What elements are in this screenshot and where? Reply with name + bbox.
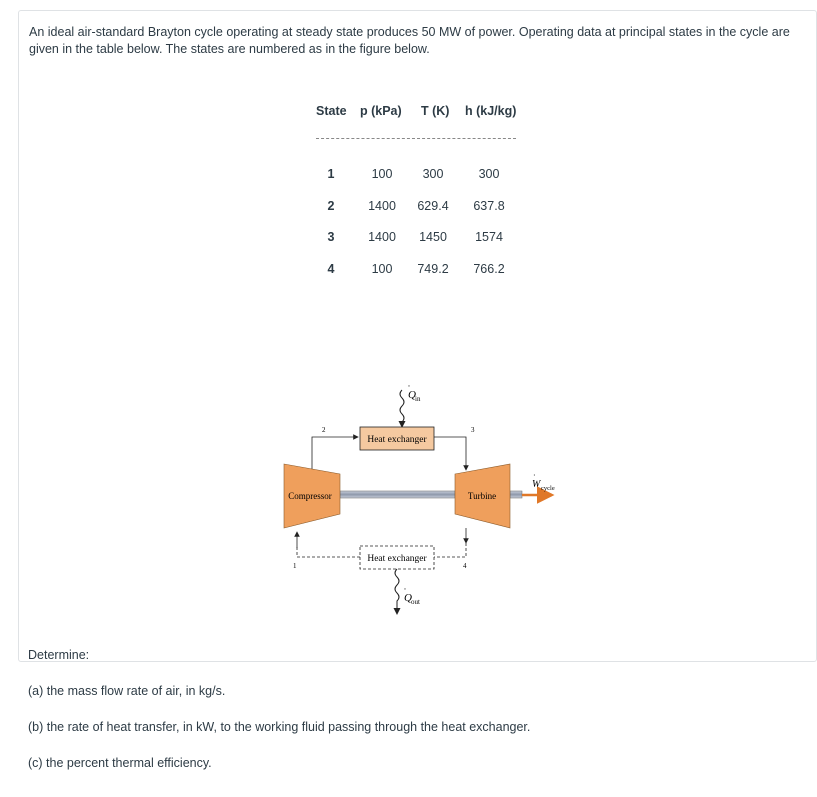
state-label-1: 1 bbox=[293, 562, 297, 570]
cell-temperature: 749.2 bbox=[417, 262, 449, 276]
cell-temperature: 1450 bbox=[419, 230, 447, 244]
cell-pressure: 100 bbox=[371, 167, 393, 181]
cell-state: 3 bbox=[327, 230, 335, 244]
question-b: (b) the rate of heat transfer, in kW, to the working fluid passing through the heat exchanger. bbox=[28, 720, 531, 734]
shaft-output bbox=[510, 491, 522, 498]
w-dot: · bbox=[533, 471, 536, 480]
heat-exchanger-bottom-label: Heat exchanger bbox=[367, 554, 427, 564]
question-c: (c) the percent thermal efficiency. bbox=[28, 756, 212, 770]
cell-enthalpy: 766.2 bbox=[473, 262, 505, 276]
brayton-cycle-diagram bbox=[270, 378, 570, 628]
state-label-3: 3 bbox=[471, 426, 475, 434]
problem-intro: An ideal air-standard Brayton cycle operating at steady state produces 50 MW of power. Operating data at principal states in the cycle are given in the table below. The states are numbered as in the figure below. bbox=[29, 25, 790, 56]
cell-temperature: 629.4 bbox=[417, 199, 449, 213]
w-cycle-label: W bbox=[532, 479, 541, 490]
turbine-label: Turbine bbox=[467, 491, 497, 501]
q-in-subscript: in bbox=[415, 395, 421, 403]
flow-line-2 bbox=[312, 437, 358, 474]
heat-in-wavy-arrow bbox=[400, 390, 404, 427]
determine-label: Determine: bbox=[28, 648, 90, 662]
shaft bbox=[340, 491, 455, 498]
cell-state: 1 bbox=[327, 167, 335, 181]
cell-pressure: 1400 bbox=[368, 230, 396, 244]
question-a: (a) the mass flow rate of air, in kg/s. bbox=[28, 684, 226, 698]
table-divider bbox=[316, 138, 516, 139]
cell-temperature: 300 bbox=[422, 167, 444, 181]
state-label-2: 2 bbox=[322, 426, 326, 434]
q-out-label: Q bbox=[404, 592, 412, 604]
cell-pressure: 100 bbox=[371, 262, 393, 276]
q-out-dot: · bbox=[403, 584, 407, 594]
q-out-subscript: out bbox=[411, 598, 420, 606]
header-state: State bbox=[316, 104, 347, 118]
cell-enthalpy: 637.8 bbox=[473, 199, 505, 213]
header-pressure: p (kPa) bbox=[360, 104, 402, 118]
header-temperature: T (K) bbox=[421, 104, 450, 118]
state-label-4: 4 bbox=[463, 562, 467, 570]
cell-state: 2 bbox=[327, 199, 335, 213]
heat-out-wavy-arrow bbox=[395, 569, 399, 614]
q-in-label: Q bbox=[408, 389, 416, 401]
flow-line-3 bbox=[434, 437, 466, 470]
cell-enthalpy: 300 bbox=[478, 167, 500, 181]
header-enthalpy: h (kJ/kg) bbox=[465, 104, 517, 118]
flow-line-4 bbox=[434, 543, 466, 557]
cell-state: 4 bbox=[327, 262, 335, 276]
flow-line-1 bbox=[297, 545, 360, 557]
q-in-dot: · bbox=[407, 381, 411, 391]
heat-exchanger-top-label: Heat exchanger bbox=[367, 435, 427, 445]
compressor-label: Compressor bbox=[288, 491, 332, 501]
cell-pressure: 1400 bbox=[368, 199, 396, 213]
w-cycle-subscript: cycle bbox=[541, 485, 555, 492]
cell-enthalpy: 1574 bbox=[475, 230, 503, 244]
